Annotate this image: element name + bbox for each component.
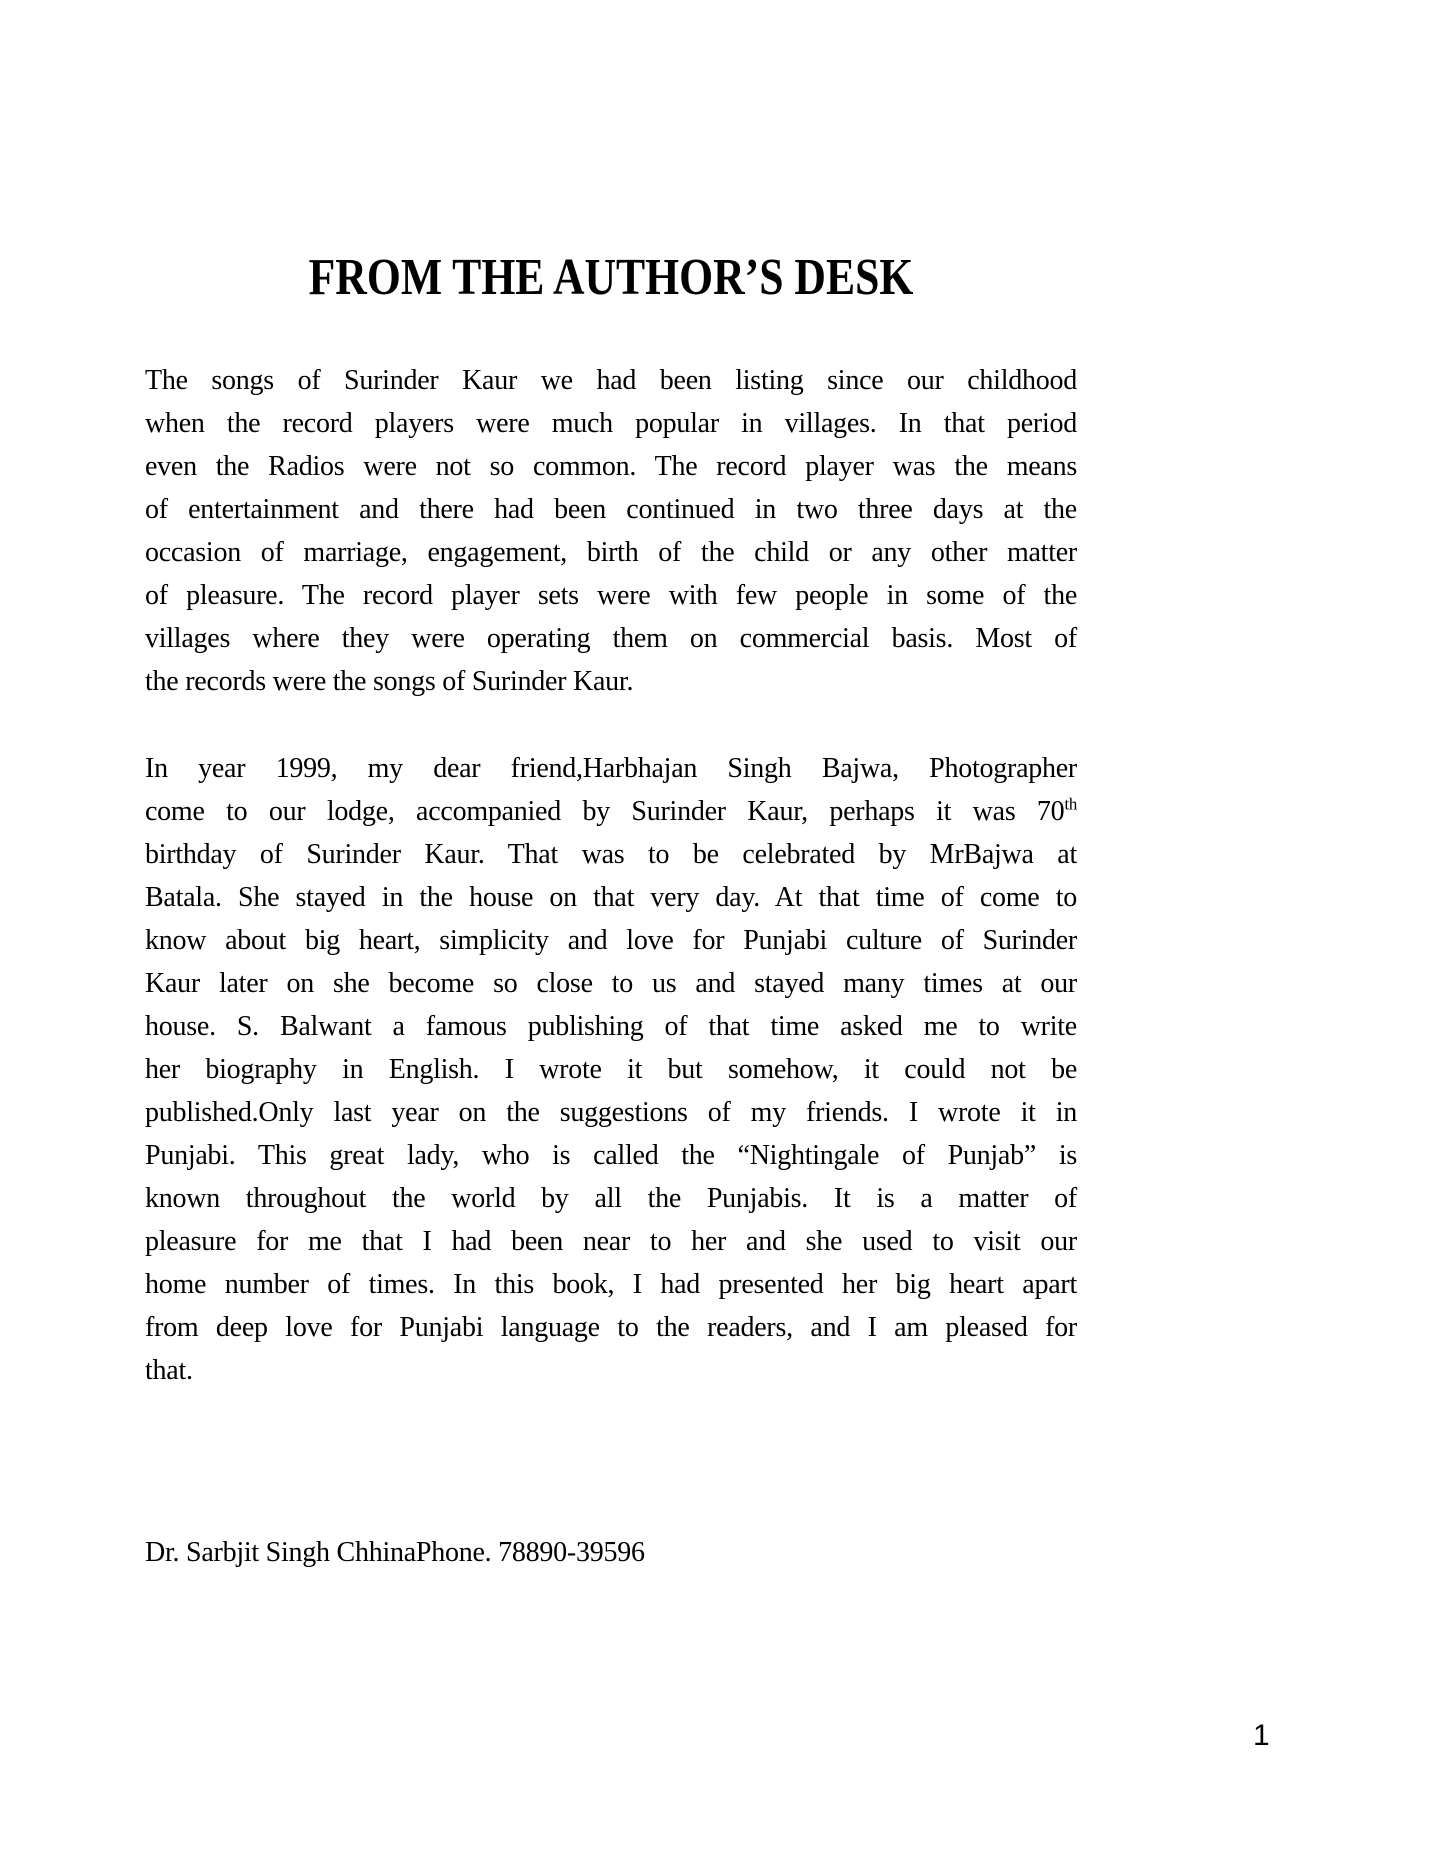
- text-line: [145, 617, 1077, 660]
- superscript-text: th: [1064, 794, 1077, 814]
- line-text: villages where they were operating them on commercial basis. Most of: [145, 623, 1077, 654]
- line-text: occasion of marriage, engagement, birth of the child or any other matter: [145, 537, 1077, 568]
- text-line: [145, 359, 1077, 402]
- document-body: [145, 359, 1077, 1392]
- text-line: [145, 488, 1077, 531]
- line-text: published.Only last year on the suggestions of my friends. I wrote it in: [145, 1097, 1077, 1128]
- line-text: her biography in English. I wrote it but somehow, it could not be: [145, 1054, 1077, 1085]
- line-text: house. S. Balwant a famous publishing of that time asked me to write: [145, 1011, 1077, 1042]
- line-text: even the Radios were not so common. The record player was the means: [145, 451, 1077, 482]
- text-line: [145, 1177, 1077, 1220]
- text-line: [145, 1220, 1077, 1263]
- text-line: [145, 1349, 1077, 1392]
- text-line: [145, 833, 1077, 876]
- line-text: Batala. She stayed in the house on that very day. At that time of come to: [145, 882, 1077, 913]
- line-text: birthday of Surinder Kaur. That was to be celebrated by MrBajwa at: [145, 839, 1077, 870]
- line-text: The songs of Surinder Kaur we had been listing since our childhood: [145, 365, 1077, 396]
- text-line: [145, 402, 1077, 445]
- text-line: [145, 660, 1077, 703]
- text-line: [145, 1263, 1077, 1306]
- text-line: [145, 919, 1077, 962]
- text-line: [145, 1134, 1077, 1177]
- line-text: come to our lodge, accompanied by Surinder Kaur, perhaps it was 70: [145, 796, 1065, 827]
- author-line: Dr. Sarbjit Singh ChhinaPhone. 78890-39596: [145, 1537, 645, 1568]
- line-text: Punjabi. This great lady, who is called the “Nightingale of Punjab” is: [145, 1140, 1077, 1171]
- line-text: home number of times. In this book, I had presented her big heart apart: [145, 1269, 1077, 1300]
- text-line: [145, 1005, 1077, 1048]
- line-text: of pleasure. The record player sets were with few people in some of the: [145, 580, 1077, 611]
- page-title: FROM THE AUTHOR’S DESK: [308, 249, 914, 306]
- line-text: pleasure for me that I had been near to her and she used to visit our: [145, 1226, 1077, 1257]
- text-line: [145, 574, 1077, 617]
- line-text: when the record players were much popular in villages. In that period: [145, 408, 1077, 439]
- text-line: [145, 1048, 1077, 1091]
- text-line: [145, 790, 1077, 833]
- text-line: [145, 1306, 1077, 1349]
- line-text: of entertainment and there had been continued in two three days at the: [145, 494, 1077, 525]
- line-text: that.: [145, 1355, 193, 1386]
- text-line: [145, 962, 1077, 1005]
- text-line: [145, 531, 1077, 574]
- line-text: know about big heart, simplicity and love for Punjabi culture of Surinder: [145, 925, 1077, 956]
- line-text: Kaur later on she become so close to us and stayed many times at our: [145, 968, 1077, 999]
- line-text: known throughout the world by all the Punjabis. It is a matter of: [145, 1183, 1077, 1214]
- text-line: [145, 747, 1077, 790]
- paragraph: [145, 359, 1077, 703]
- page-number: 1: [1253, 1719, 1270, 1752]
- line-text: from deep love for Punjabi language to the readers, and I am pleased for: [145, 1312, 1077, 1343]
- text-line: [145, 1091, 1077, 1134]
- text-line: [145, 876, 1077, 919]
- text-line: [145, 445, 1077, 488]
- line-text: In year 1999, my dear friend,Harbhajan Singh Bajwa, Photographer: [145, 753, 1077, 784]
- line-text: the records were the songs of Surinder Kaur.: [145, 666, 634, 697]
- paragraph: [145, 747, 1077, 1392]
